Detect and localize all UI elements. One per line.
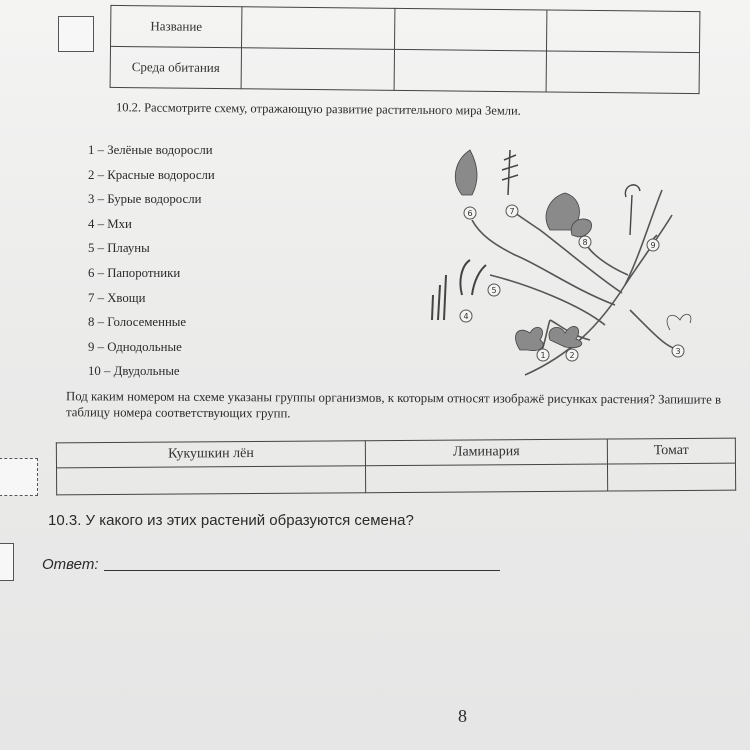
header-cell: Ламинария (365, 439, 607, 466)
table-cell[interactable] (394, 49, 547, 92)
diagram-number: 6 (467, 209, 473, 218)
score-box[interactable] (58, 16, 94, 52)
club-moss-icon (460, 260, 486, 295)
table-cell[interactable] (546, 51, 699, 94)
answer-cell[interactable] (366, 464, 608, 493)
diagram-number: 7 (509, 207, 515, 216)
answer-cell[interactable] (57, 466, 366, 495)
diagram-number: 8 (582, 238, 588, 247)
task-10-3-question: 10.3. У какого из этих растений образуются семена? (48, 512, 414, 529)
table-cell[interactable] (241, 48, 394, 91)
diagram-number: 3 (675, 347, 681, 356)
plants-table (110, 5, 701, 94)
table-row (110, 46, 699, 93)
score-box[interactable] (0, 458, 38, 496)
table-row (111, 5, 700, 52)
answer-table (56, 438, 736, 496)
legend-item: 2 – Красные водоросли (88, 167, 215, 182)
legend-item: 7 – Хвощи (88, 290, 146, 305)
header-cell: Кукушкин лён (56, 441, 365, 468)
legend-item: 5 – Плауны (88, 241, 150, 256)
legend-item: 1 – Зелёные водоросли (88, 143, 213, 157)
green-algae-icon (515, 327, 543, 350)
legend-item: 8 – Голосеменные (88, 315, 187, 330)
diagram-number: 1 (540, 351, 546, 360)
task-10-2-question: Под каким номером на схеме указаны группы организмов, к которым относят изображё рисунках растения? Запишите в таблицу номера соответствующих групп. (65, 389, 722, 421)
legend-item: 3 – Бурые водоросли (88, 192, 202, 207)
diagram-number: 9 (650, 241, 656, 250)
answer-cell[interactable] (607, 463, 736, 491)
page-number: 8 (458, 706, 467, 726)
row-label-habitat: Среда обитания (110, 46, 241, 88)
legend-item: 6 – Папоротники (88, 265, 181, 280)
table-row (57, 463, 736, 495)
horsetail-icon (502, 150, 518, 195)
moss-icon (432, 275, 446, 320)
row-label-name: Название (111, 5, 242, 47)
table-cell[interactable] (547, 10, 700, 53)
table-cell[interactable] (394, 8, 547, 51)
legend-item: 4 – Мхи (88, 216, 132, 231)
plant-evolution-tree (400, 135, 720, 385)
header-cell: Томат (607, 438, 735, 464)
brown-algae-icon (667, 314, 691, 330)
answer-line[interactable] (104, 570, 500, 571)
diagram-number: 5 (491, 286, 497, 295)
legend-item: 10 – Двудольные (88, 364, 180, 379)
legend-list (88, 138, 215, 384)
answer-label: Ответ: (42, 556, 99, 573)
fern-icon (455, 150, 477, 195)
diagram-number: 4 (463, 312, 469, 321)
monocot-icon (625, 185, 640, 235)
table-cell[interactable] (242, 7, 395, 50)
task-10-2-title: 10.2. Рассмотрите схему, отражающую развитие растительного мира Земли. (115, 100, 521, 118)
diagram-number: 2 (569, 351, 575, 360)
legend-item: 9 – Однодольные (88, 339, 182, 354)
score-box[interactable] (0, 543, 14, 581)
